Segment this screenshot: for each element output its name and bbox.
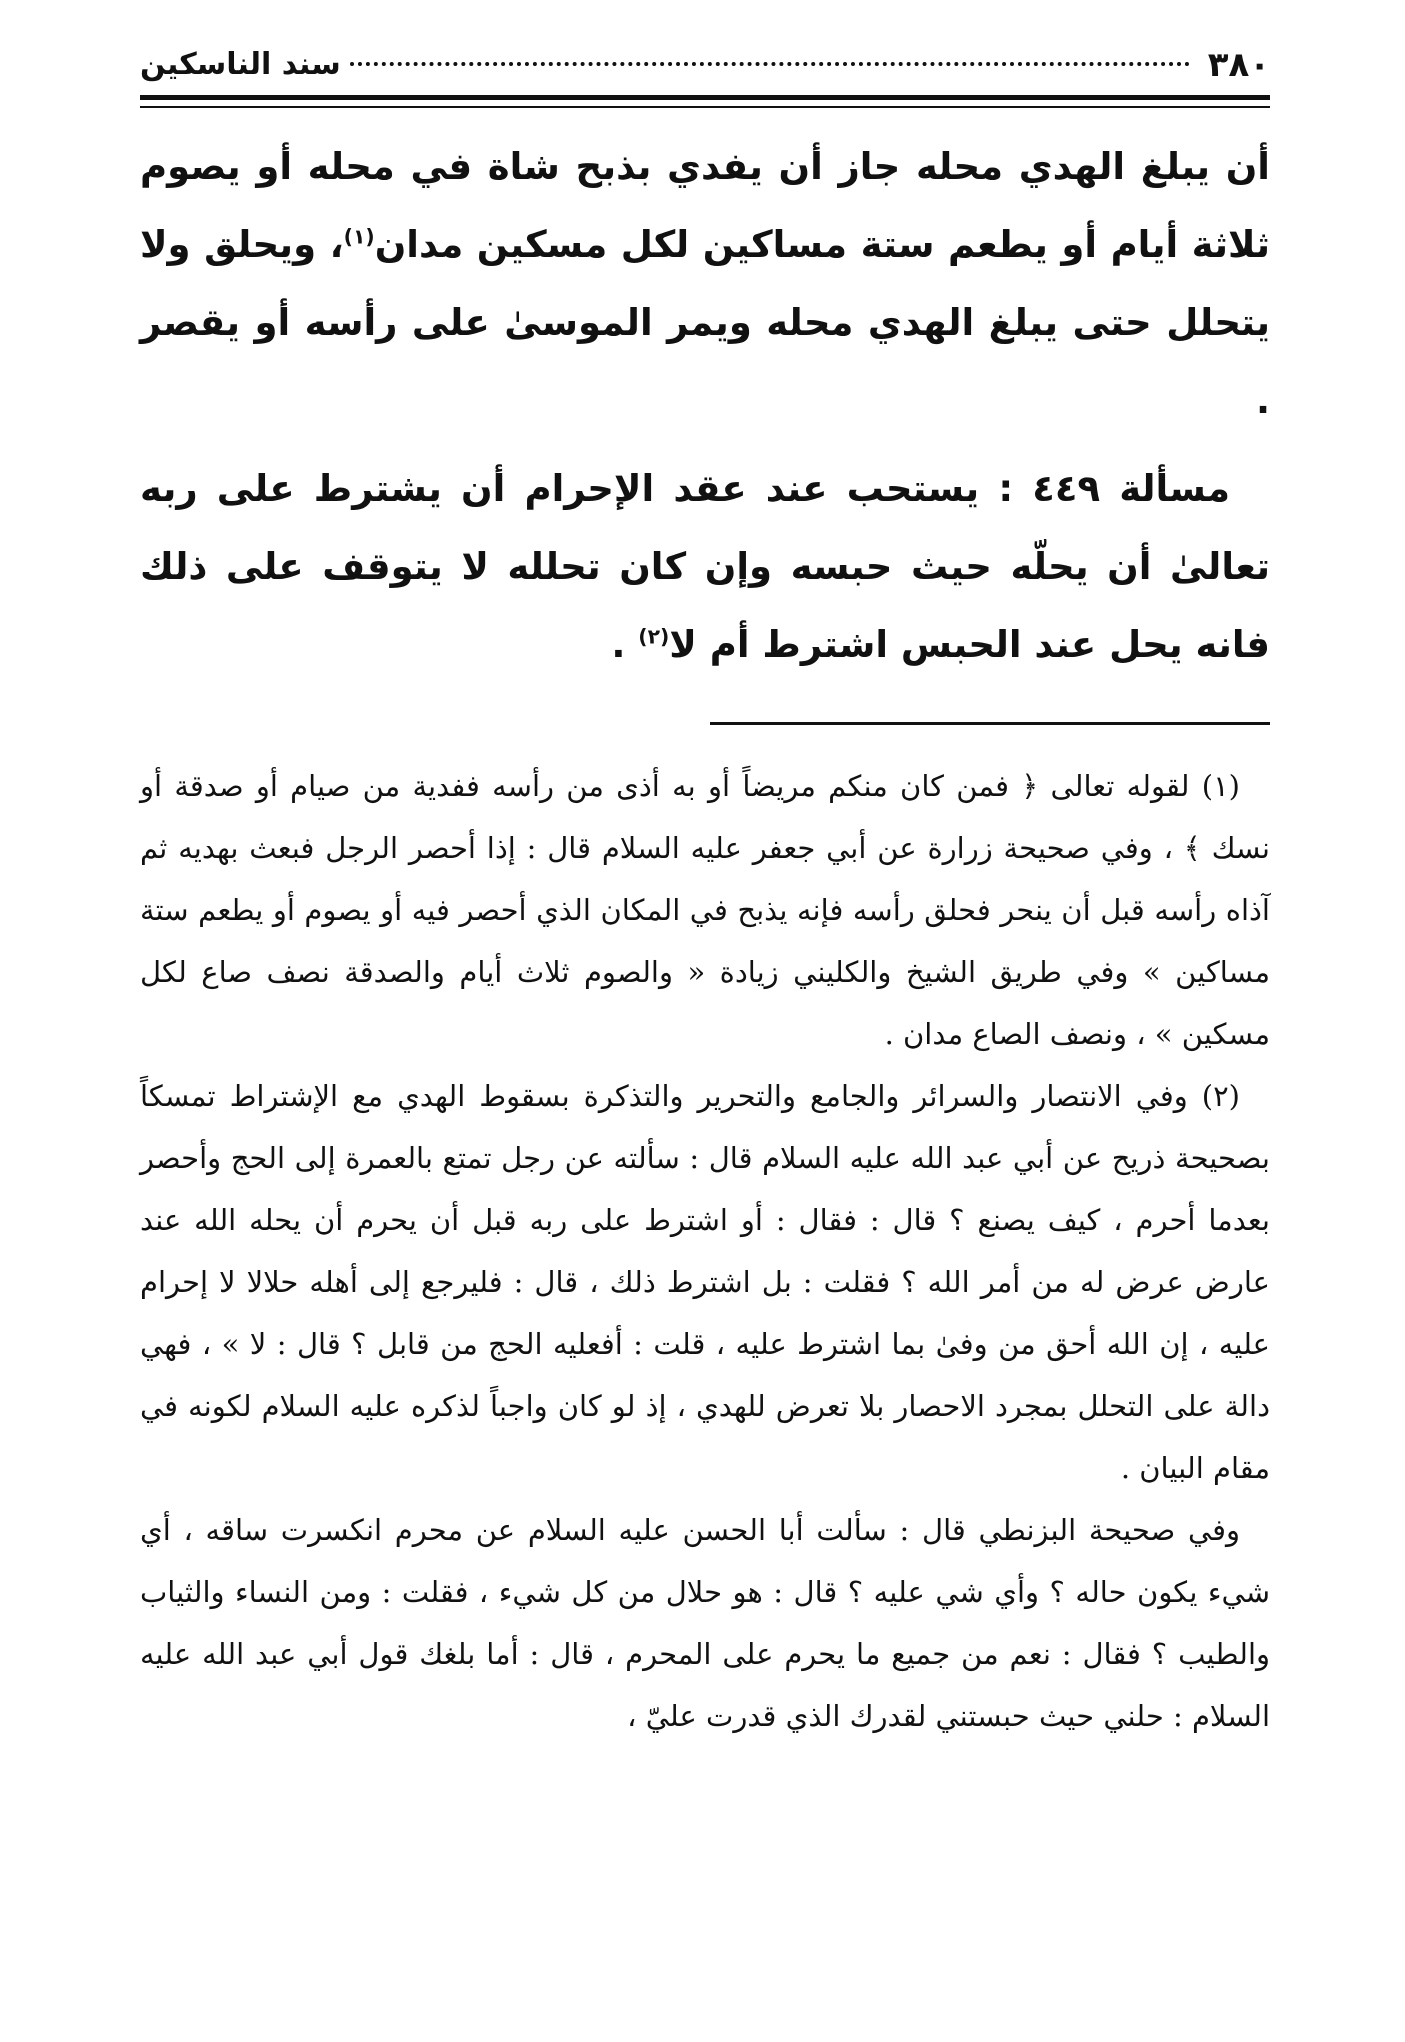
main-paragraph-2-text: مسألة ٤٤٩ : يستحب عند عقد الإحرام أن يشترط على ربه تعالىٰ أن يحلّه حيث حبسه وإن كان تحلله لا يتوقف على ذلك فانه يحل عند الحبس اشترط أم لا bbox=[140, 467, 1270, 666]
header-leader-dots bbox=[350, 62, 1190, 66]
main-paragraph-2-end: . bbox=[611, 623, 639, 666]
running-header bbox=[140, 40, 1270, 90]
footnote-ref-2[interactable]: (٢) bbox=[638, 624, 670, 649]
footnotes bbox=[140, 755, 1270, 1747]
footnote-2-continued: وفي صحيحة البزنطي قال : سألت أبا الحسن عليه السلام عن محرم انكسرت ساقه ، أي شيء يكون حاله ؟ وأي شي عليه ؟ قال : هو حلال من كل شيء ، فقلت : ومن النساء والثياب والطيب ؟ فقال : نعم من جميع ما يحرم على المحرم ، قال : أما بلغك قول أبي عبد الله عليه السلام : حلني حيث حبستني لقدرك الذي قدرت عليّ ، bbox=[140, 1513, 1270, 1733]
footnote-separator bbox=[710, 722, 1270, 725]
header-rule-thick bbox=[140, 95, 1270, 100]
footnote-2: (٢) وفي الانتصار والسرائر والجامع والتحرير والتذكرة بسقوط الهدي مع الإشتراط تمسكاً بصحيحة ذريح عن أبي عبد الله عليه السلام قال : سألته عن رجل تمتع بالعمرة إلى الحج وأحصر بعدما أحرم ، كيف يصنع ؟ قال : فقال : أو اشترط على ربه قبل أن يحرم أن يحله الله عند عارض عرض له من أمر الله ؟ فقلت : بل اشترط ذلك ، قال : فليرجع إلى أهله حلالا لا إحرام عليه ، إن الله أحق من وفىٰ بما اشترط عليه ، قلت : أفعليه الحج من قابل ؟ قال : لا » ، فهي دالة على التحلل بمجرد الاحصار بلا تعرض للهدي ، إذ لو كان واجباً لذكره عليه السلام لكونه في مقام البيان . bbox=[140, 1079, 1270, 1485]
footnote-ref-1[interactable]: (١) bbox=[343, 224, 375, 249]
main-text bbox=[140, 128, 1270, 684]
footnote-1: (١) لقوله تعالى ﴿ فمن كان منكم مريضاً أو به أذى من رأسه ففدية من صيام أو صدقة أو نسك ﴾ ، وفي صحيحة زرارة عن أبي جعفر عليه السلام قال : إذا أحصر الرجل فبعث بهديه ثم آذاه رأسه قبل أن ينحر فحلق رأسه فإنه يذبح في المكان الذي أحصر فيه أو يصوم أو يطعم ستة مساكين » وفي طريق الشيخ والكليني زيادة « والصوم ثلاث أيام والصدقة نصف صاع لكل مسكين » ، ونصف الصاع مدان . bbox=[140, 769, 1270, 1051]
main-paragraph-1-end: ، ويحلق ولا يتحلل حتى يبلغ الهدي محله ويمر الموسىٰ على رأسه أو يقصر . bbox=[140, 223, 1270, 422]
main-paragraph-1-text: أن يبلغ الهدي محله جاز أن يفدي بذبح شاة في محله أو يصوم ثلاثة أيام أو يطعم ستة مساكين لكل مسكين مدان bbox=[140, 145, 1270, 266]
main-paragraph-1 bbox=[140, 128, 1270, 440]
book-title: سند الناسكين bbox=[140, 47, 341, 82]
header-rule-thin bbox=[140, 106, 1270, 108]
main-paragraph-2 bbox=[140, 450, 1270, 684]
page-number: ٣٨٠ bbox=[1207, 45, 1270, 85]
